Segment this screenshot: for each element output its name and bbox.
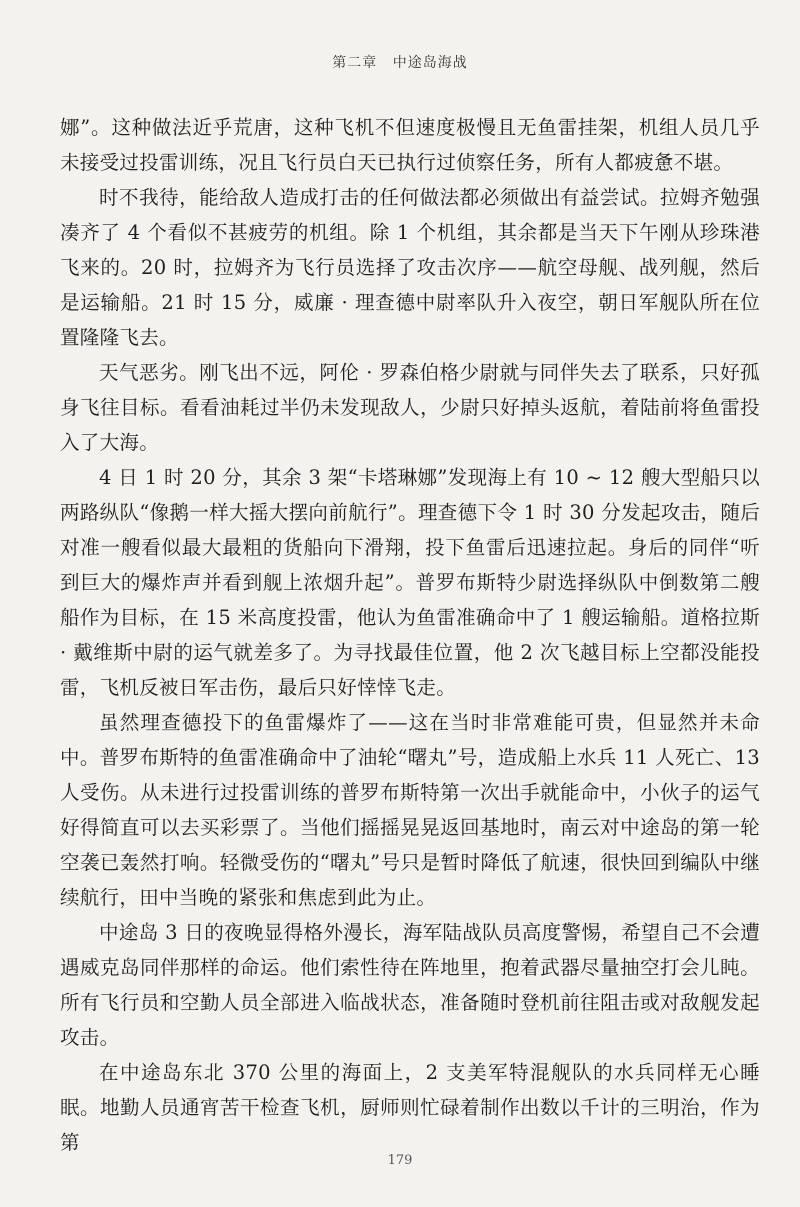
page-number: 179 (387, 1153, 413, 1168)
chapter-number: 第二章 (332, 55, 378, 71)
paragraph: 在中途岛东北 370 公里的海面上，2 支美军特混舰队的水兵同样无心睡眠。地勤人员通宵苦干检查飞机，厨师则忙碌着制作出数以千计的三明治，作为第 (60, 1061, 760, 1154)
paragraph: 中途岛 3 日的夜晚显得格外漫长，海军陆战队员高度警惕，希望自己不会遭遇威克岛同伴那样的命运。他们索性待在阵地里，抱着武器尽量抽空打会儿盹。所有飞行员和空勤人员全部进入临战状态，准备随时登机前往阻击或对敌舰发起攻击。 (60, 921, 760, 1049)
running-header (0, 52, 800, 72)
chapter-title: 中途岛海战 (392, 55, 468, 71)
paragraph: 时不我待，能给敌人造成打击的任何做法都必须做出有益尝试。拉姆齐勉强凑齐了 4 个看似不甚疲劳的机组。除 1 个机组，其余都是当天下午刚从珍珠港飞来的。20 时，拉姆齐为飞行员选择了攻击次序——航空母舰、战列舰，然后是运输船。21 时 15 分，威廉 · 理查德中尉率队升入夜空，朝日军舰队所在位置隆隆飞去。 (60, 186, 760, 349)
paragraph: 娜”。这种做法近乎荒唐，这种飞机不但速度极慢且无鱼雷挂架，机组人员几乎未接受过投雷训练，况且飞行员白天已执行过侦察任务，所有人都疲惫不堪。 (60, 116, 760, 174)
paragraph: 虽然理查德投下的鱼雷爆炸了——这在当时非常难能可贵，但显然并未命中。普罗布斯特的鱼雷准确命中了油轮“曙丸”号，造成船上水兵 11 人死亡、13 人受伤。从未进行过投雷训练的普罗布斯特第一次出手就能命中，小伙子的运气好得简直可以去买彩票了。当他们摇摇晃晃返回基地时，南云对中途岛的第一轮空袭已轰然打响。轻微受伤的“曙丸”号只是暂时降低了航速，很快回到编队中继续航行，田中当晚的紧张和焦虑到此为止。 (60, 711, 760, 909)
paragraph: 天气恶劣。刚飞出不远，阿伦 · 罗森伯格少尉就与同伴失去了联系，只好孤身飞往目标。看看油耗过半仍未发现敌人，少尉只好掉头返航，着陆前将鱼雷投入了大海。 (60, 361, 760, 454)
paragraph: 4 日 1 时 20 分，其余 3 架“卡塔琳娜”发现海上有 10 ~ 12 艘大型船只以两路纵队“像鹅一样大摇大摆向前航行”。理查德下令 1 时 30 分发起攻击，随后对准一艘看似最大最粗的货船向下滑翔，投下鱼雷后迅速拉起。身后的同伴“听到巨大的爆炸声并看到舰上浓烟升起”。普罗布斯特少尉选择纵队中倒数第二艘船作为目标，在 15 米高度投雷，他认为鱼雷准确命中了 1 艘运输船。道格拉斯 · 戴维斯中尉的运气就差多了。为寻找最佳位置，他 2 次飞越目标上空都没能投雷，飞机反被日军击伤，最后只好悻悻飞走。 (60, 466, 760, 699)
body-text (60, 110, 760, 1160)
